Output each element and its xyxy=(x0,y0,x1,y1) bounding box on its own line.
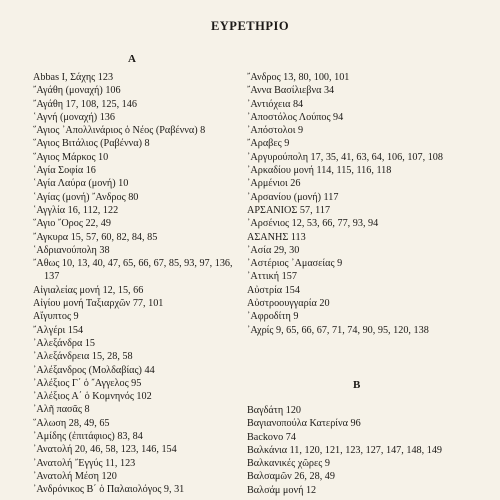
index-entry: Backovo 74 xyxy=(247,431,296,443)
index-entry: ᾿Αργυρούπολη 17, 35, 41, 63, 64, 106, 107, 108 xyxy=(247,151,443,163)
index-entry: Βαλκανικές χῶρες 9 xyxy=(247,458,330,470)
index-entry: Abbas I, Σάχης 123 xyxy=(33,72,114,83)
index-entry: ᾿Ανατολή ῎Εγγύς 11, 123 xyxy=(33,457,136,469)
index-entry: ῎Αγκυρα 15, 57, 60, 82, 84, 85 xyxy=(33,231,158,243)
index-entry: ᾿Αρκαδίου μονή 114, 115, 116, 118 xyxy=(247,165,392,177)
index-entry: ῎Αγάθη (μοναχή) 106 xyxy=(33,85,121,97)
index-entry: ΑΣΑΝΗΣ 113 xyxy=(247,231,306,243)
index-entry: ᾿Αλεξάνδρα 15 xyxy=(33,337,96,349)
index-entry: ᾿Αντιόχεια 84 xyxy=(247,98,304,110)
index-entry: ᾿Ανατολή Μέση 120 xyxy=(33,470,117,482)
index-entry: ῞Αγιος Μάρκος 10 xyxy=(33,151,109,163)
index-entry: ῾Αγία Σοφία 16 xyxy=(33,165,96,177)
index-entry: ᾿Αλῆ πασᾶς 8 xyxy=(33,404,90,416)
index-entry: ῾Αγίας (μονή) ῎Ανδρος 80 xyxy=(33,191,139,203)
index-entry: Αἰγιαλείας μονή 12, 15, 66 xyxy=(33,284,144,296)
index-entry: Αὐστροουγγαρία 20 xyxy=(247,298,330,310)
index-entry: ᾿Αττική 157 xyxy=(247,271,297,283)
index-entry: ᾿Αρσανίου (μονή) 117 xyxy=(247,191,339,203)
section-letter-alpha: Α xyxy=(128,53,136,65)
index-entry: ῞Αλωση 28, 49, 65 xyxy=(33,417,110,429)
index-entry: ᾿Αχρίς 9, 65, 66, 67, 71, 74, 90, 95, 120, 138 xyxy=(247,324,429,336)
index-entry: ᾿Ασία 29, 30 xyxy=(247,244,300,256)
page-title: ΕΥΡΕΤΗΡΙΟ xyxy=(210,19,290,33)
index-entry: ῾Αγνή (μοναχή) 136 xyxy=(33,111,115,123)
index-entry: ᾿Αμίδης (ἐπιτάφιος) 83, 84 xyxy=(33,431,143,443)
index-entry: Βαγδάτη 120 xyxy=(247,405,302,416)
index-entry: Βαλσάμ μονή 12 xyxy=(247,484,317,496)
index-entry: Αἰγίου μονή Ταξιαρχῶν 77, 101 xyxy=(33,298,164,310)
index-entry: ῾Αγγλία 16, 112, 122 xyxy=(33,204,119,216)
index-entry: ῞Αγιο ῎Ορος 22, 49 xyxy=(33,218,111,230)
index-column-right-b xyxy=(247,404,462,497)
index-entry: Αἴγυπτος 9 xyxy=(33,311,79,323)
section-letter-beta: Β xyxy=(353,379,361,391)
index-entry: ῞Αγιος Βιτάλιος (Ραβέννα) 8 xyxy=(33,138,150,150)
index-entry: ᾿Αποστόλος Λούπος 94 xyxy=(247,111,344,123)
index-entry: ῾Αδριανούπολη 38 xyxy=(33,244,110,256)
index-entry: Βαγιανοπούλα Κατερίνα 96 xyxy=(247,418,361,430)
index-entry: ᾿Αλέξιος Α΄ ὁ Κομνηνός 102 xyxy=(33,391,152,403)
index-entry: ᾿Αλέξιος Γ΄ ὁ ῎Αγγελος 95 xyxy=(33,377,142,389)
index-entry: ᾿Αλέξανδρος (Μολδαβίας) 44 xyxy=(33,364,155,376)
index-entry: ῎Αθως 10, 13, 40, 47, 65, 66, 67, 85, 93, 97, 136, 137 xyxy=(33,258,233,283)
index-entry: ᾿Αστέριος ᾿Αμασείας 9 xyxy=(247,258,343,270)
index-column-right xyxy=(247,71,462,337)
index-entry: ᾿Αρσένιος 12, 53, 66, 77, 93, 94 xyxy=(247,218,379,230)
index-entry: ᾿Ανατολή 20, 46, 58, 123, 146, 154 xyxy=(33,444,177,456)
index-entry: ΑΡΣΑΝΙΟΣ 57, 117 xyxy=(247,204,331,216)
index-entry: ᾿Απόστολοι 9 xyxy=(247,125,304,137)
index-entry: ᾿Αλεξάνδρεια 15, 28, 58 xyxy=(33,351,133,363)
index-entry: ᾿Αφροδίτη 9 xyxy=(247,311,299,323)
index-entry: ῞Αγιος ᾿Απολλινάριος ὁ Νέος (Ραβέννα) 8 xyxy=(33,125,206,137)
index-entry: ῎Αννα Βασίλιεβνα 34 xyxy=(247,85,335,97)
index-entry: Βαλκάνια 11, 120, 121, 123, 127, 147, 148, 149 xyxy=(247,444,443,456)
index-entry: ῎Αραβες 9 xyxy=(247,138,290,150)
index-entry: Βαλσαμῶν 26, 28, 49 xyxy=(247,471,335,483)
index-entry: ᾿Αρμένιοι 26 xyxy=(247,178,301,190)
index-entry: ῾Αγία Λαύρα (μονή) 10 xyxy=(33,178,129,190)
index-entry: ῎Αγάθη 17, 108, 125, 146 xyxy=(33,98,137,110)
index-entry: ᾿Ανδρόνικος Β΄ ὁ Παλαιολόγος 9, 31 xyxy=(33,484,185,496)
index-entry: Αὐστρία 154 xyxy=(247,284,300,296)
index-entry: ῎Ανδρος 13, 80, 100, 101 xyxy=(247,72,350,83)
index-entry: ῎Αλγέρι 154 xyxy=(33,324,84,336)
index-column-left xyxy=(33,71,233,497)
